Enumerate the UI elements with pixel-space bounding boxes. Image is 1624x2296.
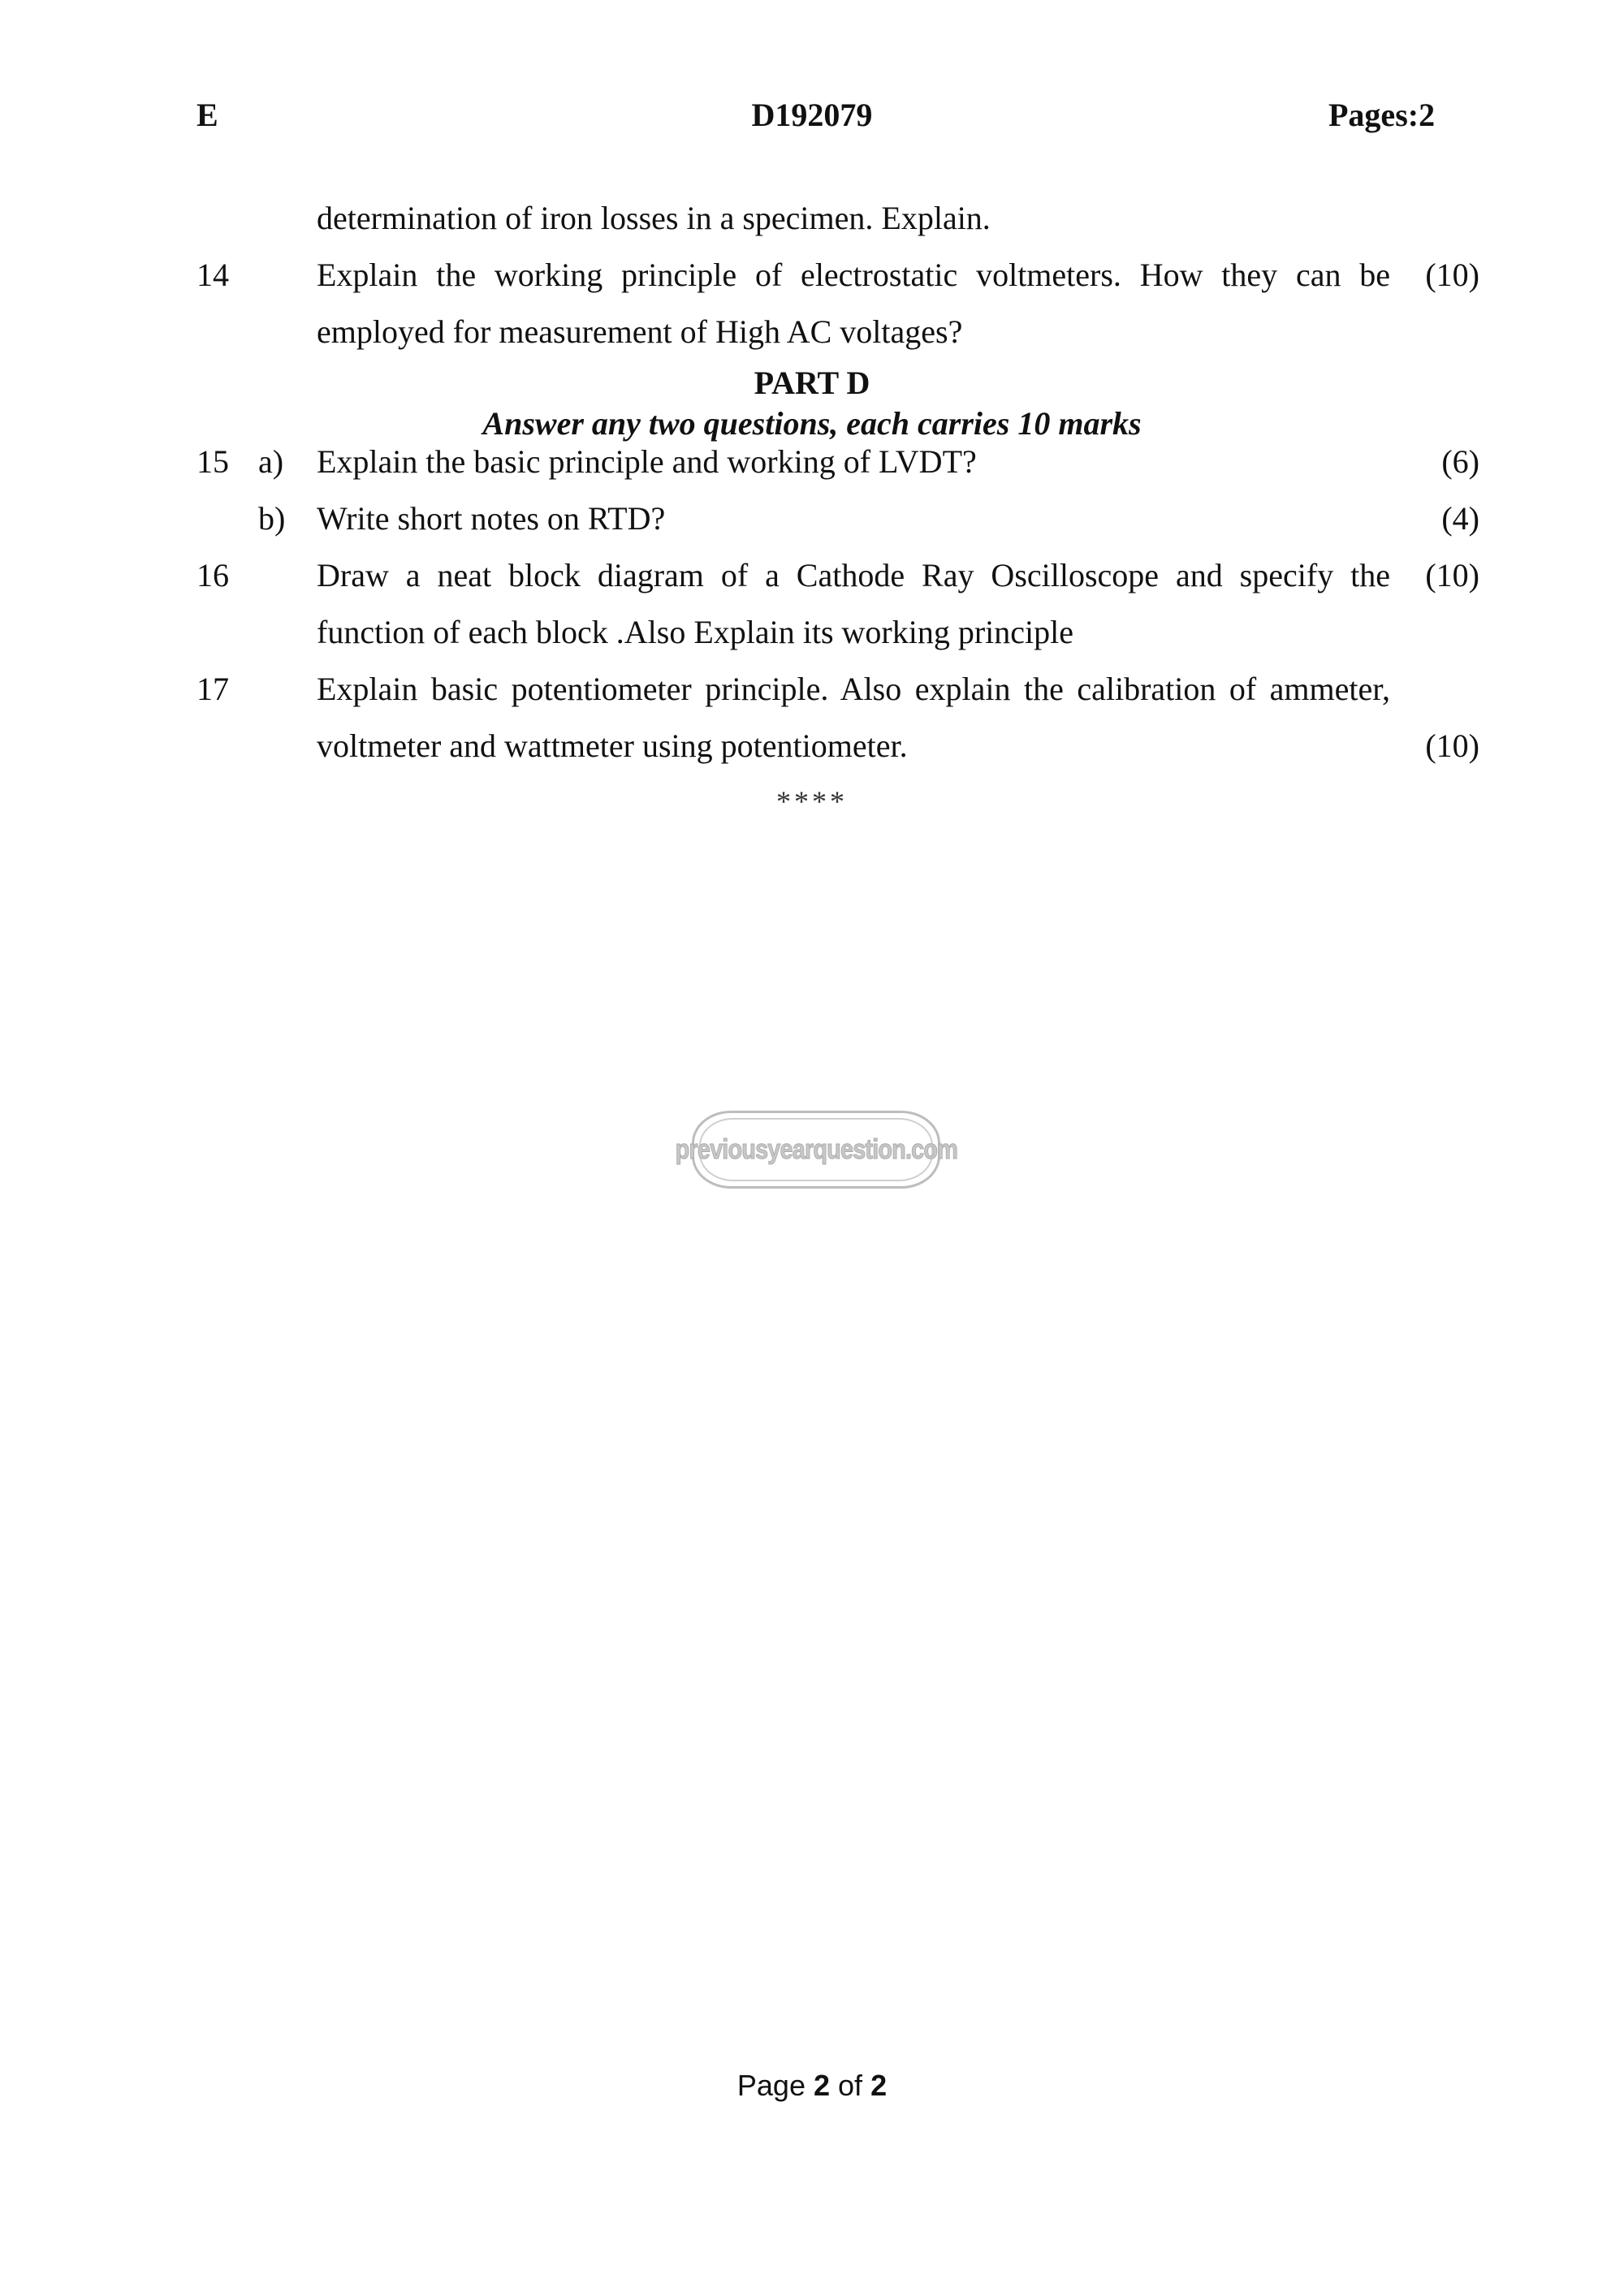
- question-text: Explain the basic principle and working of LVDT?: [317, 443, 977, 480]
- header-pages: Pages:2: [1328, 97, 1436, 133]
- question-number: 17: [197, 671, 229, 707]
- question-marks: (10): [1425, 557, 1479, 593]
- question-marks: (10): [1425, 257, 1479, 293]
- question-text-line: Explain the working principle of electrostatic voltmeters. How they can be: [317, 257, 1390, 293]
- page-footer: [0, 2069, 1624, 2103]
- watermark-logo: [675, 1111, 957, 1189]
- question-text-line: Draw a neat block diagram of a Cathode Ray Oscilloscope and specify the: [317, 557, 1390, 593]
- question-text: determination of iron losses in a specimen. Explain.: [317, 200, 991, 236]
- header-series: E: [197, 97, 218, 133]
- end-marker: ****: [776, 785, 848, 818]
- footer-of-word: of: [838, 2069, 863, 2102]
- question-number: 14: [197, 257, 229, 293]
- footer-page-word: Page: [736, 2069, 806, 2102]
- subquestion-label: a): [258, 443, 284, 480]
- part-instruction: Answer any two questions, each carries 10 marks: [482, 405, 1142, 442]
- question-number: 15: [197, 443, 229, 480]
- question-text: Write short notes on RTD?: [317, 500, 666, 537]
- question-text-line: voltmeter and wattmeter using potentiometer.: [317, 727, 908, 764]
- question-marks: (6): [1441, 443, 1479, 480]
- question-marks: (4): [1441, 500, 1479, 537]
- question-text-line: function of each block .Also Explain its working principle: [317, 614, 1074, 650]
- question-marks: (10): [1425, 727, 1479, 764]
- subquestion-label: b): [258, 500, 286, 537]
- part-title: PART D: [754, 365, 870, 401]
- footer-current-page: 2: [813, 2069, 831, 2102]
- watermark-text: previousyearquestion.com: [675, 1133, 957, 1165]
- question-number: 16: [197, 557, 229, 593]
- question-text-line: employed for measurement of High AC voltages?: [317, 313, 963, 350]
- header-code: D192079: [751, 97, 873, 133]
- footer-total-pages: 2: [870, 2069, 888, 2102]
- question-text-line: Explain basic potentiometer principle. Also explain the calibration of ammeter,: [317, 671, 1390, 707]
